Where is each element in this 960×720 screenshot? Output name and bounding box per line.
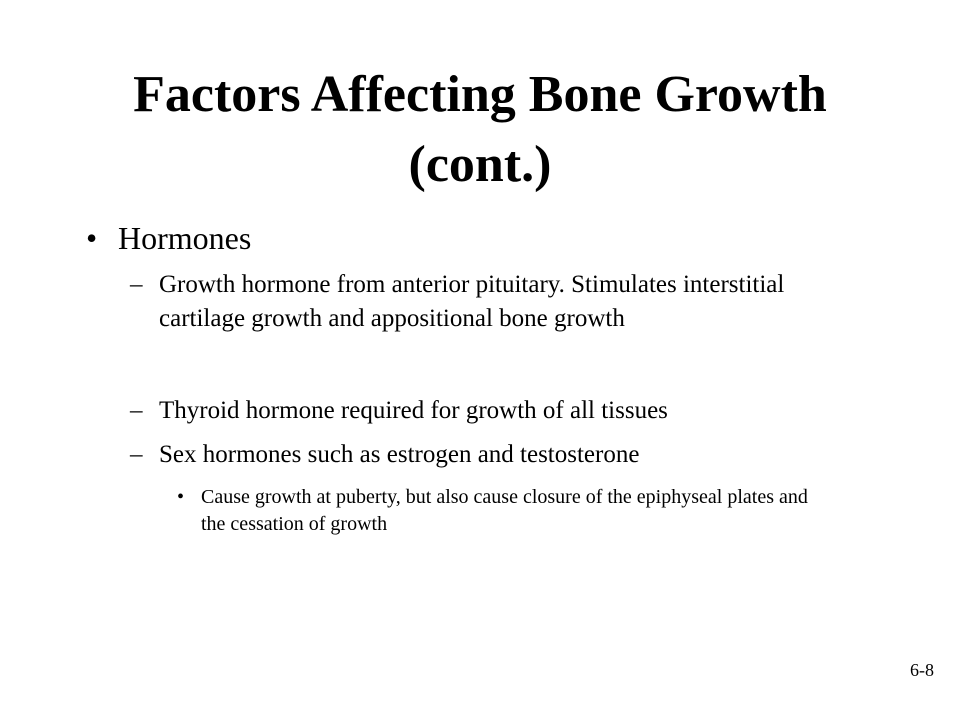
sub-bullet-text: Sex hormones such as estrogen and testosterone [159, 441, 640, 468]
dash-marker: – [130, 271, 143, 298]
sub-bullet-thyroid-hormone [130, 394, 830, 428]
bullet-marker: • [177, 486, 185, 508]
page-number: 6-8 [910, 660, 934, 680]
sub-bullet-text: Thyroid hormone required for growth of all tissues [159, 397, 668, 424]
bullet-text: Hormones [118, 220, 252, 256]
bullet-marker: • [86, 220, 98, 256]
slide-title-line-1: Factors Affecting Bone Growth [133, 66, 827, 123]
slide-title [40, 60, 920, 200]
dash-marker: – [130, 441, 143, 468]
sub-bullet-sex-hormones [130, 438, 830, 472]
dash-marker: – [130, 397, 143, 424]
bullet-hormones [86, 218, 251, 258]
slide-title-line-2: (cont.) [408, 136, 552, 193]
sub-bullet-growth-hormone [130, 268, 830, 336]
sub-sub-bullet-puberty [177, 484, 817, 538]
sub-sub-bullet-text: Cause growth at puberty, but also cause closure of the epiphyseal plates and the cessation of growth [201, 486, 808, 535]
sub-bullet-text: Growth hormone from anterior pituitary. Stimulates interstitial cartilage growth and appositional bone growth [159, 271, 785, 332]
